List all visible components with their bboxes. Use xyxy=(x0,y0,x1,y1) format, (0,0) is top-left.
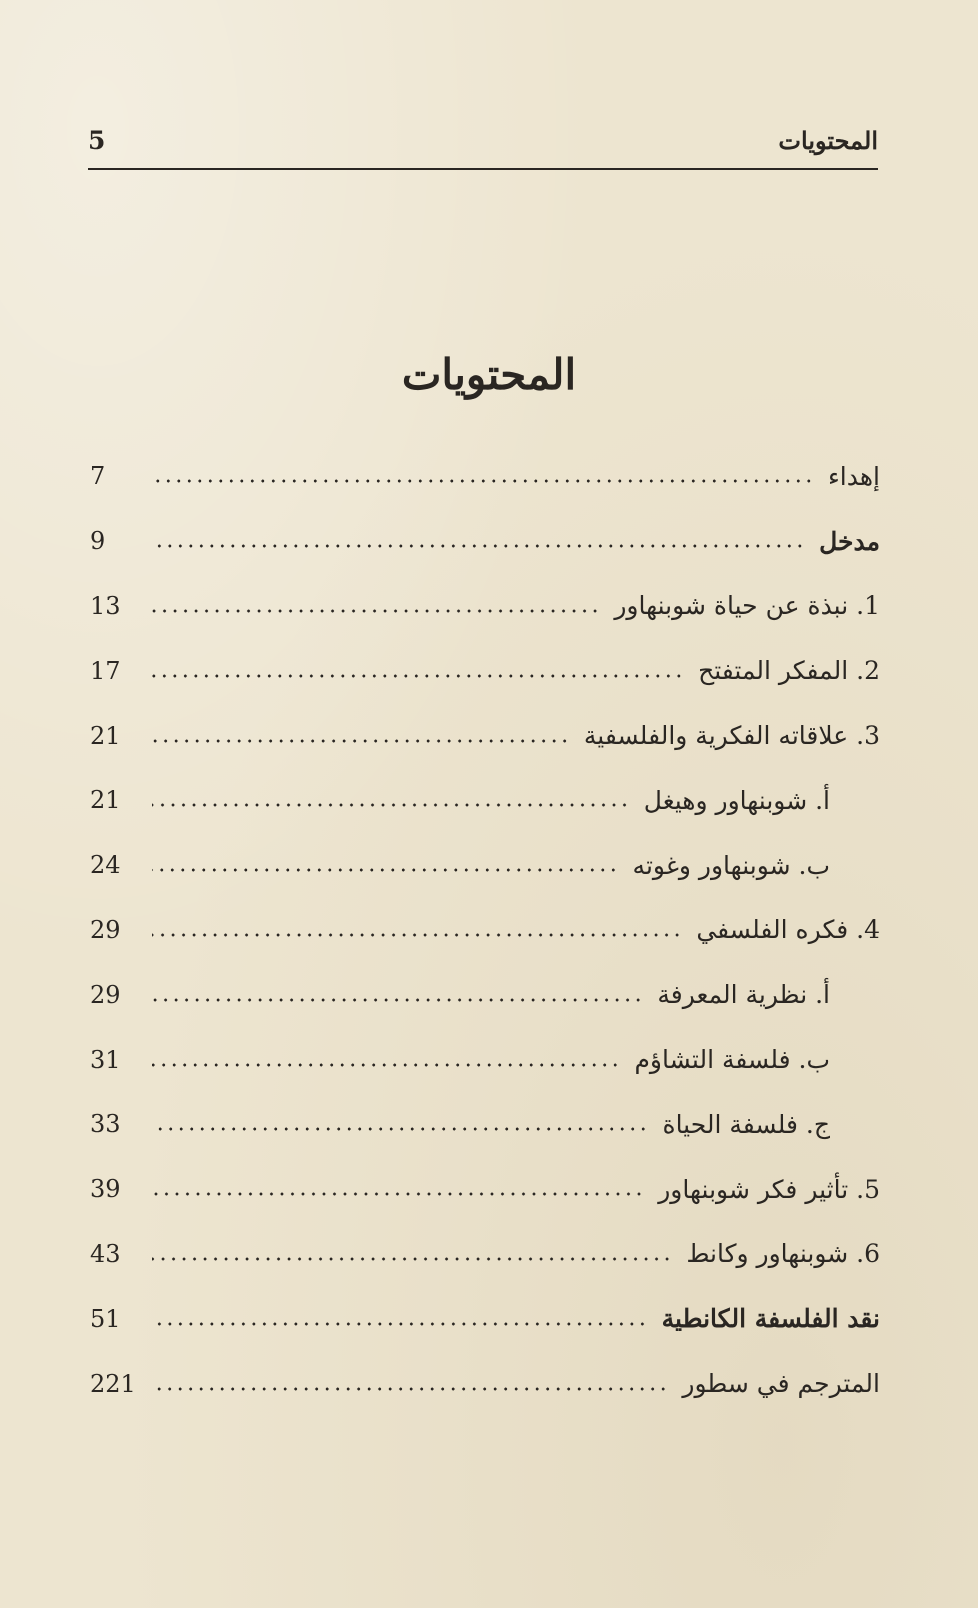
dot-leader xyxy=(152,479,814,483)
toc-entry-title: المترجم في سطور xyxy=(682,1369,880,1399)
toc-entry-title: 4. فكره الفلسفي xyxy=(696,915,880,945)
dot-leader xyxy=(152,933,682,937)
toc-entry-title: أ. نظرية المعرفة xyxy=(657,980,830,1010)
toc-entry-title: مدخل xyxy=(819,526,880,556)
toc-entry xyxy=(90,509,880,574)
toc-entry-title: أ. شوبنهاور وهيغل xyxy=(643,785,830,815)
toc-entry xyxy=(90,1351,880,1416)
toc-entry xyxy=(90,768,880,833)
toc-entry xyxy=(90,898,880,963)
toc-entry-page-number: 13 xyxy=(90,591,121,620)
toc-entry-title: 1. نبذة عن حياة شوبنهاور xyxy=(614,591,880,621)
running-header xyxy=(88,118,878,162)
toc-entry-page-number: 21 xyxy=(90,786,121,815)
toc-entry-page-number: 43 xyxy=(90,1239,121,1268)
dot-leader xyxy=(152,998,643,1002)
toc-entry-page-number: 221 xyxy=(90,1369,136,1398)
toc-entry-title: إهداء xyxy=(828,461,880,491)
toc-entry-page-number: 17 xyxy=(90,656,121,685)
dot-leader xyxy=(152,1127,648,1131)
toc-entry-page-number: 31 xyxy=(90,1045,121,1074)
toc-entry-title: ج. فلسفة الحياة xyxy=(662,1109,830,1139)
toc-entry-title: ب. فلسفة التشاؤم xyxy=(634,1045,830,1075)
toc-entry-title: 5. تأثير فكر شوبنهاور xyxy=(658,1174,880,1204)
table-of-contents xyxy=(90,444,880,1416)
dot-leader xyxy=(152,544,805,548)
dot-leader xyxy=(152,868,619,872)
toc-entry-page-number: 29 xyxy=(90,980,121,1009)
page-number: 5 xyxy=(88,125,106,155)
toc-entry-page-number: 29 xyxy=(90,915,121,944)
toc-entry-page-number: 9 xyxy=(90,527,106,556)
dot-leader xyxy=(152,674,684,678)
dot-leader xyxy=(152,1063,620,1067)
toc-entry-title: 3. علاقاته الفكرية والفلسفية xyxy=(583,721,880,751)
toc-entry-page-number: 51 xyxy=(90,1304,121,1333)
dot-leader xyxy=(152,1322,648,1326)
toc-entry xyxy=(90,1286,880,1351)
dot-leader xyxy=(152,739,570,743)
toc-entry-page-number: 24 xyxy=(90,851,121,880)
dot-leader xyxy=(152,803,630,807)
toc-entry xyxy=(90,638,880,703)
toc-entry xyxy=(90,1027,880,1092)
toc-entry-page-number: 21 xyxy=(90,721,121,750)
toc-entry xyxy=(90,1222,880,1287)
toc-entry-title: 6. شوبنهاور وكانط xyxy=(686,1239,880,1269)
dot-leader xyxy=(152,1387,668,1391)
running-title: المحتويات xyxy=(778,125,878,155)
toc-entry-title: ب. شوبنهاور وغوته xyxy=(632,850,830,880)
toc-entry xyxy=(90,1092,880,1157)
toc-entry xyxy=(90,444,880,509)
toc-entry xyxy=(90,574,880,639)
toc-entry-page-number: 33 xyxy=(90,1110,121,1139)
dot-leader xyxy=(152,1257,672,1261)
toc-entry xyxy=(90,833,880,898)
toc-entry-page-number: 39 xyxy=(90,1175,121,1204)
toc-entry-title: نقد الفلسفة الكانطية xyxy=(661,1304,880,1334)
page-title: المحتويات xyxy=(401,350,577,399)
dot-leader xyxy=(152,1192,644,1196)
toc-entry-title: 2. المفكر المتفتح xyxy=(698,656,880,686)
toc-entry xyxy=(90,703,880,768)
toc-entry xyxy=(90,1157,880,1222)
header-divider xyxy=(88,168,878,170)
toc-entry xyxy=(90,962,880,1027)
dot-leader xyxy=(152,609,600,613)
toc-entry-page-number: 7 xyxy=(90,462,106,491)
